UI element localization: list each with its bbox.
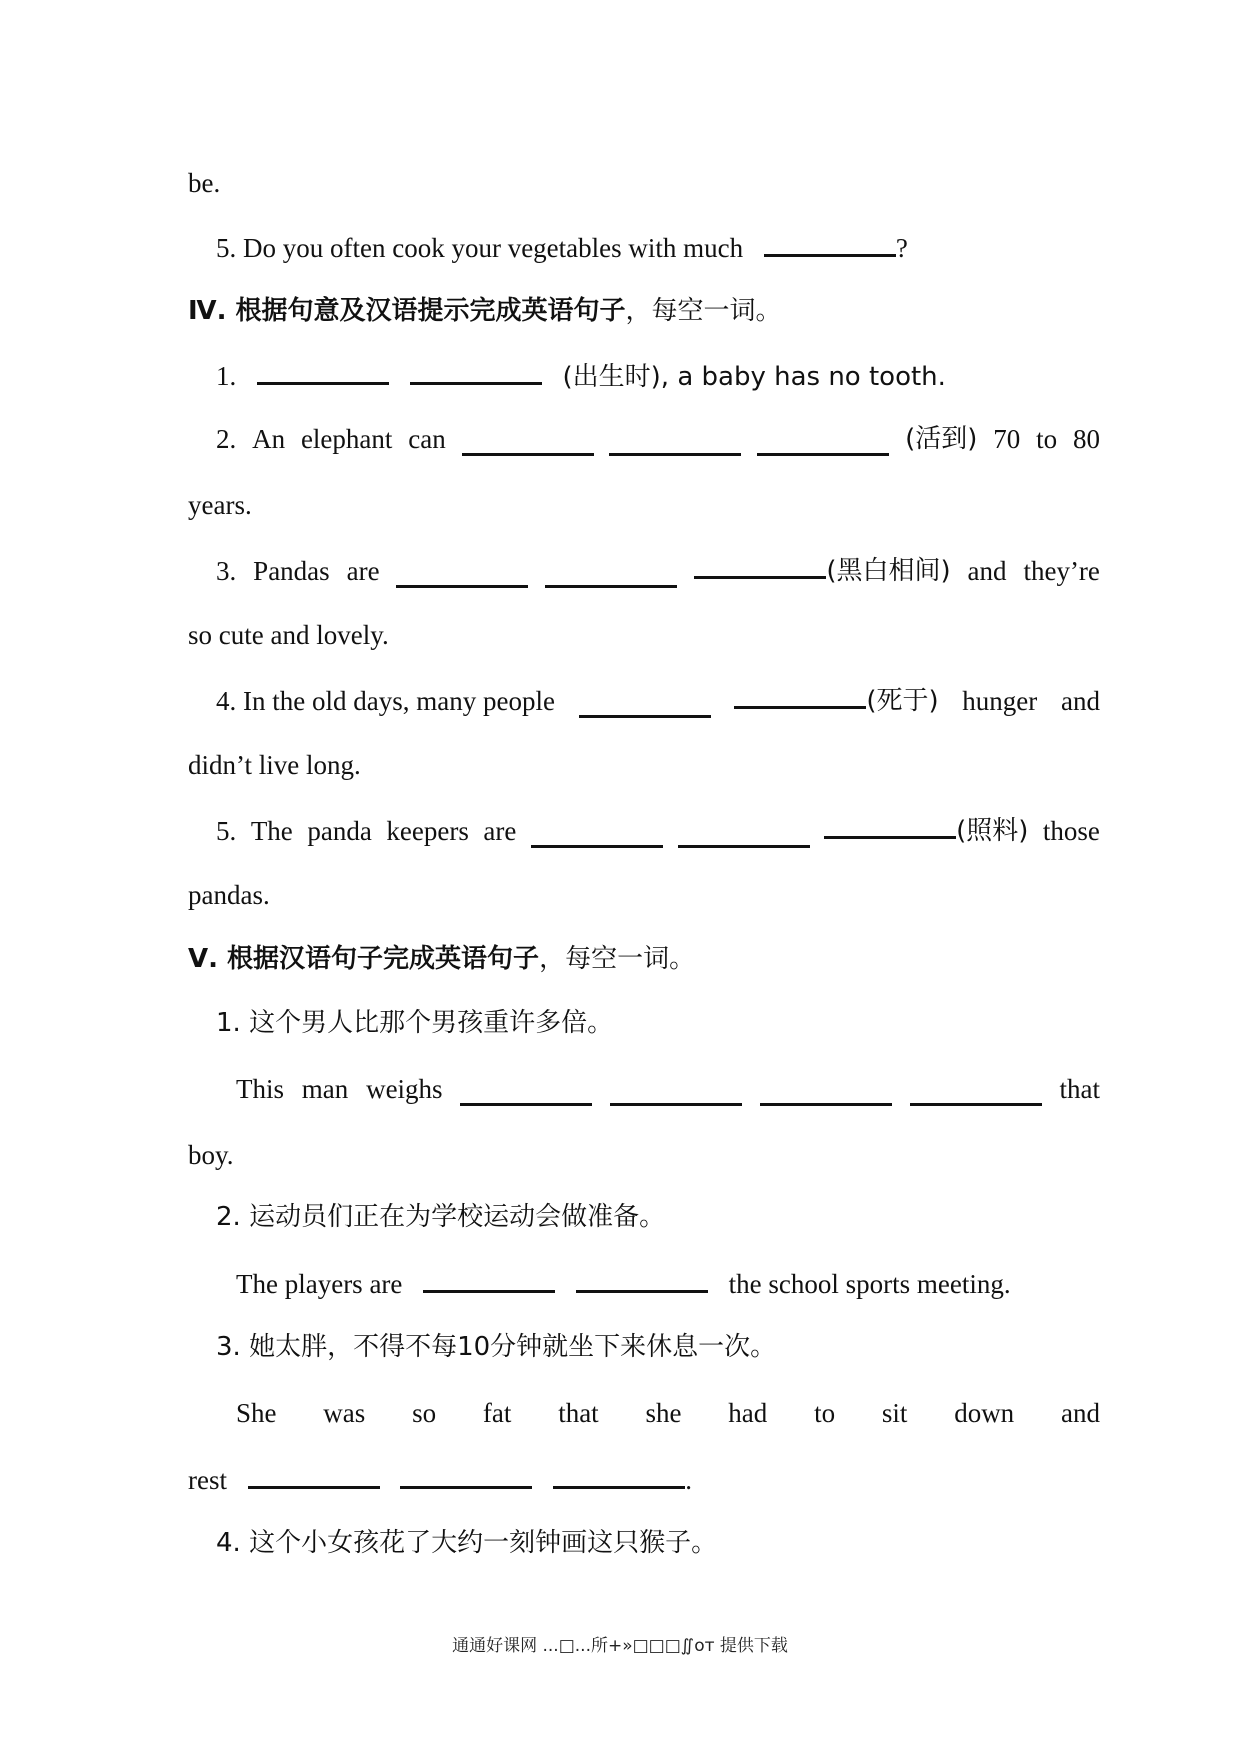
- text-line: years.: [188, 490, 252, 520]
- question-text: The players are: [236, 1269, 403, 1299]
- word: An: [252, 424, 286, 454]
- question-number: 2.: [216, 424, 237, 454]
- word: fat: [482, 1398, 512, 1428]
- question-text: the school sports meeting.: [728, 1269, 1011, 1299]
- word: are: [346, 556, 380, 586]
- word: man: [301, 1074, 349, 1104]
- hint-text: (死于): [866, 686, 939, 716]
- question-number: 1.: [216, 361, 237, 391]
- section-5-title: Ⅴ. 根据汉语句子完成英语句子: [188, 944, 540, 974]
- question-text: (出生时), a baby has no tooth.: [562, 362, 946, 392]
- text-line: so cute and lovely.: [188, 620, 389, 650]
- hint-text: (活到): [905, 424, 978, 454]
- word: sit: [881, 1398, 908, 1428]
- question-5-1-chinese: 1. 这个男人比那个男孩重许多倍。: [216, 1008, 614, 1038]
- word: and: [1060, 686, 1100, 716]
- question-5-3-continued: [188, 1462, 692, 1497]
- word: to: [814, 1398, 836, 1428]
- answer-blank[interactable]: [576, 1266, 708, 1293]
- word: to: [1036, 424, 1058, 454]
- answer-blank[interactable]: [462, 429, 594, 456]
- word: hunger: [962, 686, 1038, 716]
- answer-blank[interactable]: [757, 429, 889, 456]
- word: they’re: [1023, 556, 1100, 586]
- text-line: didn’t live long.: [188, 750, 361, 780]
- word: those: [1042, 816, 1100, 846]
- hint-text: (黑白相间): [826, 556, 951, 586]
- answer-blank[interactable]: [423, 1266, 555, 1293]
- question-mark: ?: [895, 233, 908, 263]
- answer-blank[interactable]: [824, 812, 956, 839]
- word: so: [412, 1398, 437, 1428]
- answer-blank[interactable]: [257, 358, 389, 385]
- question-4-2: [216, 422, 1100, 456]
- answer-blank[interactable]: [410, 358, 542, 385]
- question-5-2: [236, 1266, 1011, 1301]
- word: can: [408, 424, 446, 454]
- answer-blank[interactable]: [910, 1079, 1042, 1106]
- question-4-4: [216, 682, 1100, 718]
- word: 80: [1072, 424, 1100, 454]
- word: The: [250, 816, 293, 846]
- question-text: 5. Do you often cook your vegetables with much: [216, 233, 744, 263]
- word: keepers: [386, 816, 469, 846]
- word: elephant: [300, 424, 393, 454]
- question-4-5: [216, 812, 1100, 848]
- page-footer: 通通好课网 ...□...所+»□□□∬oт 提供下载: [452, 1636, 788, 1656]
- question-3-5: [216, 230, 908, 265]
- word: weighs: [366, 1074, 443, 1104]
- answer-blank[interactable]: [609, 429, 741, 456]
- answer-blank[interactable]: [760, 1079, 892, 1106]
- answer-blank[interactable]: [678, 821, 810, 848]
- hint-text: (照料): [956, 816, 1029, 846]
- question-5-4-chinese: 4. 这个小女孩花了大约一刻钟画这只猴子。: [216, 1528, 718, 1558]
- section-4-title: Ⅳ. 根据句意及汉语提示完成英语句子: [188, 296, 626, 326]
- answer-blank[interactable]: [610, 1079, 742, 1106]
- question-5-1: [236, 1072, 1100, 1106]
- question-5-3: [236, 1396, 1100, 1430]
- answer-blank[interactable]: [694, 552, 826, 579]
- answer-blank[interactable]: [764, 230, 896, 257]
- answer-blank[interactable]: [579, 691, 711, 718]
- word: that: [558, 1398, 599, 1428]
- answer-blank[interactable]: [248, 1462, 380, 1489]
- text-line: pandas.: [188, 880, 270, 910]
- word: rest: [188, 1465, 227, 1495]
- word: that: [1059, 1074, 1100, 1104]
- word: was: [323, 1398, 366, 1428]
- question-text: 4. In the old days, many people: [216, 686, 555, 716]
- text-line: be.: [188, 168, 221, 198]
- answer-blank[interactable]: [400, 1462, 532, 1489]
- section-4-instruction: ，每空一词。: [625, 296, 782, 326]
- question-number: 5.: [216, 816, 237, 846]
- answer-blank[interactable]: [734, 682, 866, 709]
- word: and: [1060, 1398, 1100, 1428]
- question-5-2-chinese: 2. 运动员们正在为学校运动会做准备。: [216, 1202, 666, 1232]
- section-5-instruction: ，每空一词。: [539, 944, 696, 974]
- word: had: [728, 1398, 768, 1428]
- word: This: [236, 1074, 285, 1104]
- question-number: 3.: [216, 556, 237, 586]
- word: panda: [307, 816, 372, 846]
- word: Pandas: [253, 556, 330, 586]
- word: down: [954, 1398, 1015, 1428]
- question-5-3-chinese: 3. 她太胖，不得不每10分钟就坐下来休息一次。: [216, 1332, 777, 1362]
- period: .: [685, 1465, 692, 1495]
- word: 70: [993, 424, 1021, 454]
- answer-blank[interactable]: [460, 1079, 592, 1106]
- word: are: [483, 816, 517, 846]
- word: she: [645, 1398, 682, 1428]
- section-5-heading: [188, 942, 695, 976]
- text-line: boy.: [188, 1140, 234, 1170]
- word: and: [967, 556, 1007, 586]
- answer-blank[interactable]: [553, 1462, 685, 1489]
- answer-blank[interactable]: [396, 561, 528, 588]
- section-4-heading: [188, 294, 782, 328]
- question-4-3: [216, 552, 1100, 588]
- answer-blank[interactable]: [545, 561, 677, 588]
- word: She: [236, 1398, 277, 1428]
- question-4-1: [216, 358, 946, 394]
- answer-blank[interactable]: [531, 821, 663, 848]
